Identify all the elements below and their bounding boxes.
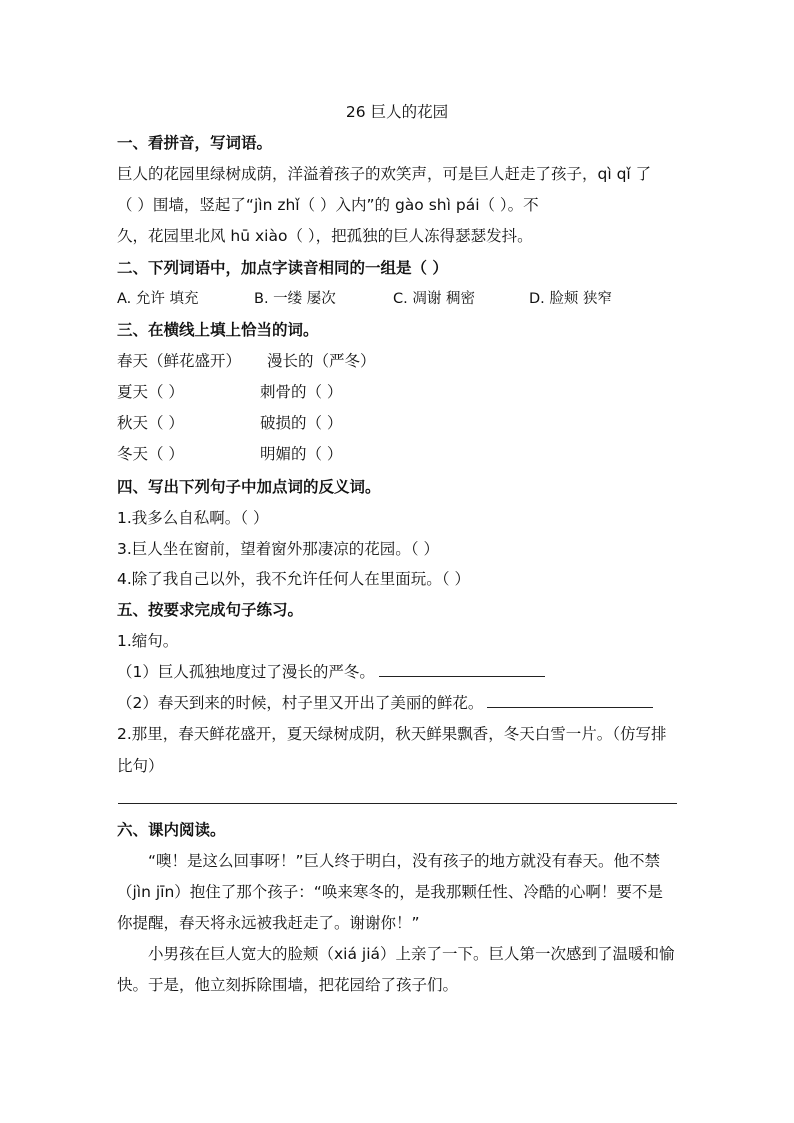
s4-item-1: 1.我多么自私啊。（ ） [117,509,269,527]
s1-line-1: 巨人的花园里绿树成荫，洋溢着孩子的欢笑声，可是巨人赶走了孩子，qì qǐ 了 [117,165,652,183]
reading-paragraph-2: 小男孩在巨人宽大的脸颊（xiá jiá）上亲了一下。巨人第一次感到了温暖和愉快。于是，他立刻拆除围墙，把花园给了孩子们。 [117,945,675,994]
s1-line-3: 久，花园里北风 hū xiào（ ），把孤独的巨人冻得瑟瑟发抖。 [117,227,533,245]
s3-row-3-left: 秋天（ ） [117,414,184,432]
section-1-heading: 一、看拼音，写词语。 [117,134,273,152]
section-2-heading: 二、下列词语中，加点字读音相同的一组是（ ） [117,259,448,277]
s5-q2-text: （2）春天到来的时候，村子里又开出了美丽的鲜花。 [117,694,484,712]
s5-q1 [117,662,545,682]
section-4-heading: 四、写出下列句子中加点词的反义词。 [117,478,381,496]
s3-row-4-left: 冬天（ ） [117,445,184,463]
s3-row-2-right: 刺骨的（ ） [260,383,343,401]
option-a: A. 允许 填充 [117,291,199,307]
s5-q3-line-1: 2.那里，春天鲜花盛开，夏天绿树成阴，秋天鲜果飘香，冬天白雪一片。（仿写排 [117,725,667,743]
answer-line[interactable] [487,693,653,708]
s3-row-2-left: 夏天（ ） [117,383,184,401]
s3-row-1-left: 春天（鲜花盛开） [117,352,242,370]
section-5-heading: 五、按要求完成句子练习。 [117,601,304,619]
s5-q2 [117,693,653,713]
s1-line-2: （ ）围墙，竖起了“jìn zhǐ（ ）入内”的 gào shì pái（ ）。不 [117,196,539,214]
option-c: C. 凋谢 稠密 [393,291,475,307]
answer-line-long[interactable] [118,803,677,804]
s4-item-4: 4.除了我自己以外，我不允许任何人在里面玩。（ ） [117,570,470,588]
reading-paragraph-1: “噢！是这么回事呀！”巨人终于明白，没有孩子的地方就没有春天。他不禁（jìn jīn）抱住了那个孩子：“唤来寒冬的，是我那颗任性、冷酷的心啊！要不是你提醒，春天将永远被我赶走了。谢谢你！” [117,852,663,932]
section-6-heading: 六、课内阅读。 [117,821,226,839]
s3-row-4-right: 明媚的（ ） [260,445,343,463]
s5-sub-1: 1.缩句。 [117,632,179,650]
s4-item-3: 3.巨人坐在窗前，望着窗外那凄凉的花园。（ ） [117,540,439,558]
lesson-title: 26 巨人的花园 [345,103,449,121]
option-b: B. 一缕 屡次 [254,291,336,307]
s5-q1-text: （1）巨人孤独地度过了漫长的严冬。 [117,663,375,681]
s5-q3-line-2: 比句） [117,757,164,775]
section-3-heading: 三、在横线上填上恰当的词。 [117,321,319,339]
s3-row-3-right: 破损的（ ） [260,414,343,432]
option-d: D. 脸颊 狭窄 [529,291,612,307]
answer-line[interactable] [379,662,545,677]
s3-row-1-right: 漫长的（严冬） [267,352,376,370]
